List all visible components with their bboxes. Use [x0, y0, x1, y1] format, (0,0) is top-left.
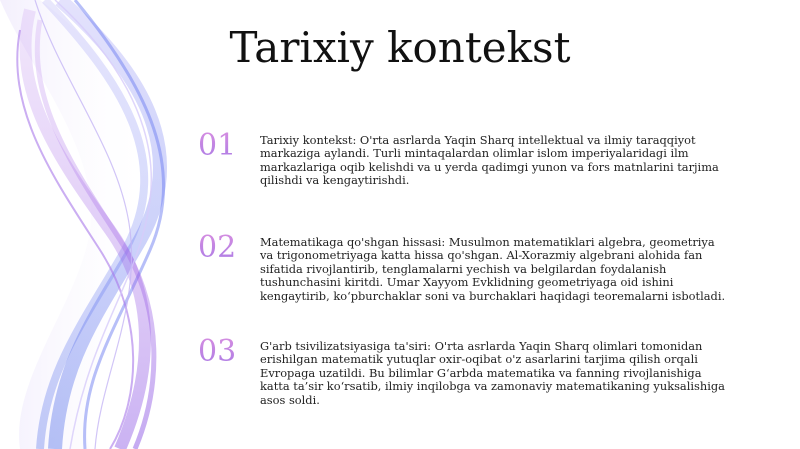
item-text: Tarixiy kontekst: O'rta asrlarda Yaqin Sharq intellektual va ilmiy taraqqiyot markaziga aylandi. Turli mintaqalardan olimlar islom imperiyalaridagi ilm markazlariga oqib kelishdi va u yerda qadimgi yunon va fors matnlarini tarjima qilishdi va kengaytirishdi. [260, 133, 719, 188]
item-number: 01 [198, 128, 250, 164]
item-number: 03 [198, 334, 250, 370]
slide-title: Tarixiy kontekst [229, 23, 571, 72]
item-text: Matematikaga qo'shgan hissasi: Musulmon matematiklari algebra, geometriya va trigonometriyaga katta hissa qo'shgan. Al-Xorazmiy algebrani alohida fan sifatida rivojlantirib, tenglamalarni yechish va belgilardan foydalanish tushunchasini kiritdi. Umar Xayyom Evklidning geometriyaga oid ishini kengaytirib, ko‘pburchaklar soni va burchaklari haqidagi teoremalarni isbotladi. [260, 235, 726, 303]
item-text: G'arb tsivilizatsiyasiga ta'siri: O'rta asrlarda Yaqin Sharq olimlari tomonidan erishilgan matematik yutuqlar oxir-oqibat o'z asarlarini tarjima qilish orqali Evropaga uzatildi. Bu bilimlar G‘arbda matematika va fanning rivojlanishiga katta ta’sir ko‘rsatib, ilmiy inqilobga va zamonaviy matematikaning yuksalishiga asos soldi. [260, 339, 725, 407]
item-number: 02 [198, 230, 250, 266]
decorative-wave-graphic [0, 0, 210, 449]
